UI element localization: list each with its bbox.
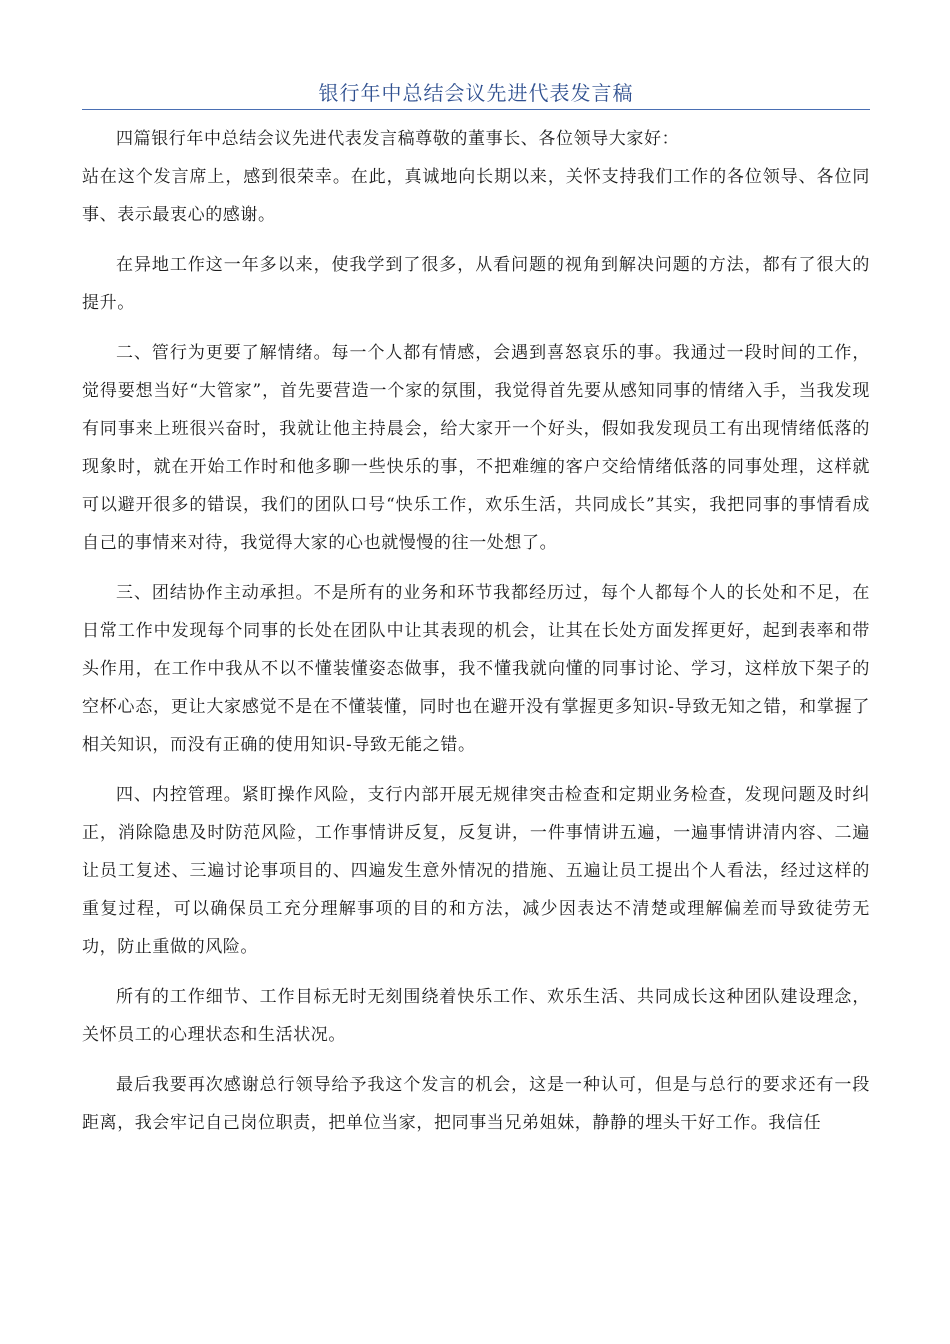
page-title: 银行年中总结会议先进代表发言稿 (318, 81, 634, 105)
document-page (82, 78, 870, 1154)
paragraph-greeting: 四篇银行年中总结会议先进代表发言稿尊敬的董事长、各位领导大家好： (116, 129, 680, 149)
paragraph-team-philosophy: 所有的工作细节、工作目标无时无刻围绕着快乐工作、欢乐生活、共同成长这种团队建设理念，关怀员工的心理状态和生活状况。 (82, 987, 870, 1045)
document-body (82, 120, 870, 1142)
paragraph-thanks: 站在这个发言席上，感到很荣幸。在此，真诚地向长期以来，关怀支持我们工作的各位领导、各位同事、表示最衷心的感谢。 (82, 167, 870, 225)
paragraph-experience: 在异地工作这一年多以来，使我学到了很多，从看问题的视角到解决问题的方法，都有了很大的提升。 (82, 255, 870, 313)
paragraph-teamwork: 三、团结协作主动承担。不是所有的业务和环节我都经历过，每个人都每个人的长处和不足，在日常工作中发现每个同事的长处在团队中让其表现的机会，让其在长处方面发挥更好，起到表率和带头作用，在工作中我从不以不懂装懂姿态做事，我不懂我就向懂的同事讨论、学习，这样放下架子的空杯心态，更让大家感觉不是在不懂装懂，同时也在避开没有掌握更多知识-导致无知之错，和掌握了相关知识，而没有正确的使用知识-导致无能之错。 (82, 583, 870, 755)
paragraph-internal-control: 四、内控管理。紧盯操作风险，支行内部开展无规律突击检查和定期业务检查，发现问题及时纠正，消除隐患及时防范风险，工作事情讲反复，反复讲，一件事情讲五遍，一遍事情讲清内容、二遍让员工复述、三遍讨论事项目的、四遍发生意外情况的措施、五遍让员工提出个人看法，经过这样的重复过程，可以确保员工充分理解事项的目的和方法，减少因表达不清楚或理解偏差而导致徒劳无功，防止重做的风险。 (82, 785, 870, 957)
header-divider (82, 109, 870, 110)
paragraph-emotions: 二、管行为更要了解情绪。每一个人都有情感，会遇到喜怒哀乐的事。我通过一段时间的工作，觉得要想当好“大管家”，首先要营造一个家的氛围，我觉得首先要从感知同事的情绪入手，当我发现有同事来上班很兴奋时，我就让他主持晨会，给大家开一个好头，假如我发现员工有出现情绪低落的现象时，就在开始工作时和他多聊一些快乐的事，不把难缠的客户交给情绪低落的同事处理，这样就可以避开很多的错误，我们的团队口号“快乐工作，欢乐生活，共同成长”其实，我把同事的事情看成自己的事情来对待，我觉得大家的心也就慢慢的往一处想了。 (82, 343, 870, 553)
paragraph-closing: 最后我要再次感谢总行领导给予我这个发言的机会，这是一种认可，但是与总行的要求还有一段距离，我会牢记自己岗位职责，把单位当家，把同事当兄弟姐妹，静静的埋头干好工作。我信任 (82, 1075, 870, 1133)
